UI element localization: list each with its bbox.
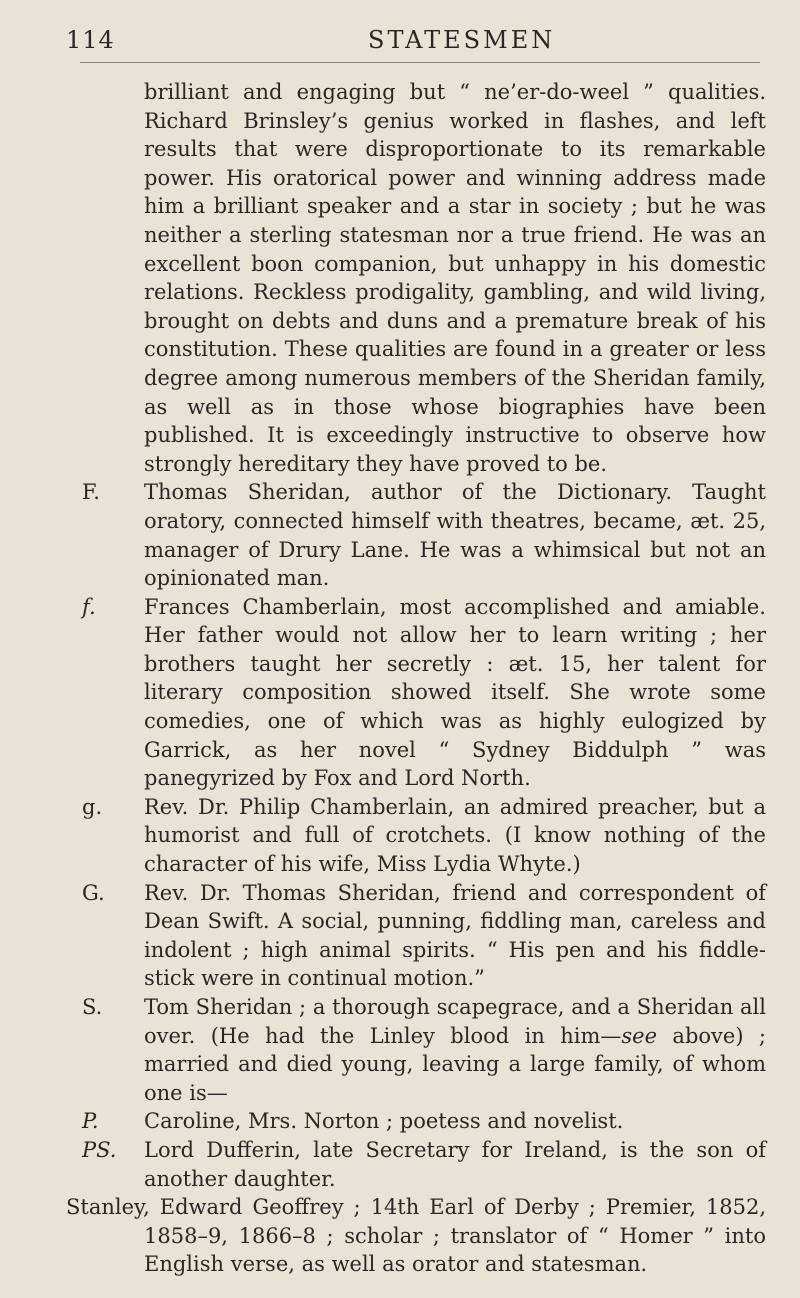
entry-marker: g. (82, 794, 103, 819)
entry-lord-dufferin (66, 1136, 766, 1193)
page-header (0, 0, 800, 64)
entry-frances-chamberlain (66, 593, 766, 793)
entry-text: Rev. Dr. Thomas Sheridan, friend and correspondent of Dean Swift. A social, punning, fiddling man, careless and indolent ; high animal spirits. “ His pen and his fiddle-stick were in continual motion.” (144, 880, 766, 991)
entry-marker: F. (82, 480, 100, 505)
body-text (66, 78, 766, 1279)
entry-marker: f. (82, 594, 96, 619)
entry-thomas-sheridan (66, 478, 766, 592)
entry-rev-thomas-sheridan (66, 879, 766, 993)
entry-text-before: Tom Sheridan ; a thorough scapegrace, and a Sheridan all over. (He had the Linley blood in him— (144, 995, 766, 1048)
entry-marker: G. (82, 880, 105, 905)
entry-text: Frances Chamberlain, most accomplished and amiable. Her father would not allow her to learn writing ; her brothers taught her secretly : æt. 15, her talent for literary composition showed itself. She wrote some comedies, one of which was as highly eulogized by Garrick, as her novel “ Sydney Biddulph ” was panegyrized by Fox and Lord North. (144, 594, 766, 791)
main-entry-stanley: Stanley, Edward Geoffrey ; 14th Earl of Derby ; Premier, 1852, 1858–9, 1866–8 ; scholar ; translator of “ Homer ” into English verse, as well as orator and statesman. (66, 1195, 766, 1277)
entry-marker: S. (82, 995, 103, 1019)
page-number: 114 (66, 26, 115, 54)
entry-text: Lord Dufferin, late Secretary for Ireland, is the son of another daughter. (144, 1137, 766, 1191)
entry-text-italic: see (621, 1023, 658, 1048)
running-head: STATESMEN (368, 26, 556, 54)
header-rule (80, 62, 760, 63)
entry-marker: P. (82, 1109, 99, 1134)
entry-text: Caroline, Mrs. Norton ; poetess and novelist. (144, 1109, 624, 1134)
entry-tom-sheridan (66, 993, 766, 1107)
entry-marker: PS. (82, 1137, 117, 1162)
entry-text-after: above) ; married and died young, leaving a large family, of whom one is— (144, 1023, 766, 1105)
entry-philip-chamberlain (66, 793, 766, 879)
intro-paragraph: brilliant and engaging but “ ne’er-do-weel ” qualities. Richard Brinsley’s genius worked in flashes, and left results that were disproportionate to its remarkable power. His oratorical power and winning address made him a brilliant speaker and a star in society ; but he was neither a sterling statesman nor a true friend. He was an excellent boon companion, but unhappy in his domestic relations. Reckless prodigality, gambling, and wild living, brought on debts and duns and a premature break of his constitution. These qualities are found in a greater or less degree among numerous members of the Sheridan family, as well as in those whose biographies have been published. It is exceedingly instructive to observe how strongly hereditary they have proved to be. (144, 80, 766, 476)
entry-caroline-norton (66, 1107, 766, 1136)
entry-text: Rev. Dr. Philip Chamberlain, an admired preacher, but a humorist and full of crotchets. (I know nothing of the character of his wife, Miss Lydia Whyte.) (144, 794, 766, 877)
entry-text: Thomas Sheridan, author of the Dictionary. Taught oratory, connected himself with theatres, became, æt. 25, manager of Drury Lane. He was a whimsical but not an opinionated man. (144, 480, 766, 591)
